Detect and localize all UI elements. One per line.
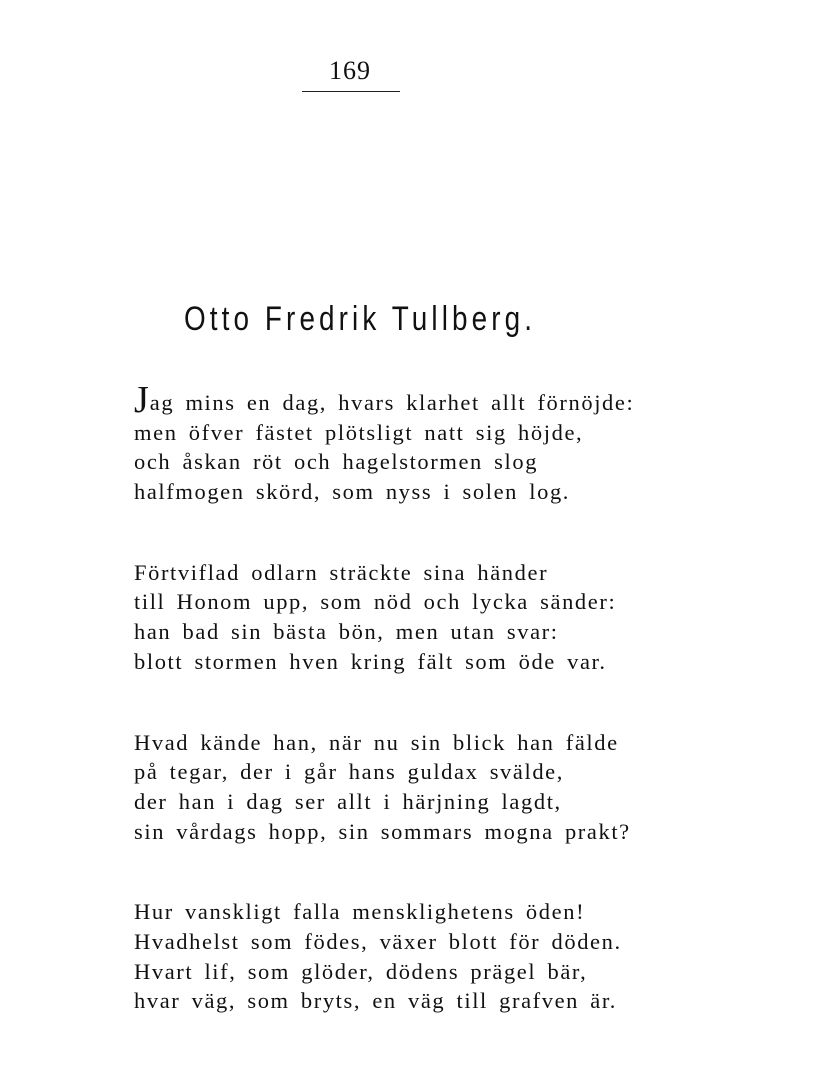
- poem-line: der han i dag ser allt i härjning lagdt,: [134, 788, 562, 814]
- poem-line: men öfver fästet plötsligt natt sig höjde,: [134, 419, 584, 445]
- poem-title: Otto Fredrik Tullberg.: [184, 300, 537, 338]
- poem-line: Hur vanskligt falla mensklighetens öden!: [134, 899, 586, 925]
- page-number: 169: [329, 56, 371, 85]
- poem-line: Förtviflad odlarn sträckte sina händer: [134, 559, 549, 585]
- poem-line: halfmogen skörd, som nyss i solen log.: [134, 479, 571, 505]
- poem-line: till Honom upp, som nöd och lycka sänder:: [134, 589, 617, 615]
- drop-cap: J: [134, 379, 149, 421]
- poem-line: [134, 379, 694, 421]
- poem-line: han bad sin bästa bön, men utan svar:: [134, 619, 559, 645]
- page-number-rule: [302, 91, 400, 92]
- poem-line: blott stormen hven kring fält som öde var.: [134, 648, 607, 674]
- poem-line: hvar väg, som bryts, en väg till grafven är.: [134, 988, 617, 1014]
- poem-line: Hvad kände han, när nu sin blick han fälde: [134, 729, 619, 755]
- stanza-1: [134, 379, 694, 507]
- stanza-3: [134, 728, 694, 847]
- first-line-text: ag mins en dag, hvars klarhet allt förnöjde:: [149, 390, 635, 415]
- stanza-2: [134, 558, 694, 677]
- poem-line: Hvart lif, som glöder, dödens prägel bär,: [134, 958, 588, 984]
- poem-line: sin vårdags hopp, sin sommars mogna prakt?: [134, 818, 631, 844]
- poem-line: på tegar, der i går hans guldax svälde,: [134, 759, 564, 785]
- poem-body: [134, 379, 694, 1067]
- poem-line: Hvadhelst som födes, växer blott för döden.: [134, 928, 622, 954]
- poem-line: och åskan röt och hagelstormen slog: [134, 449, 539, 475]
- stanza-4: [134, 897, 694, 1016]
